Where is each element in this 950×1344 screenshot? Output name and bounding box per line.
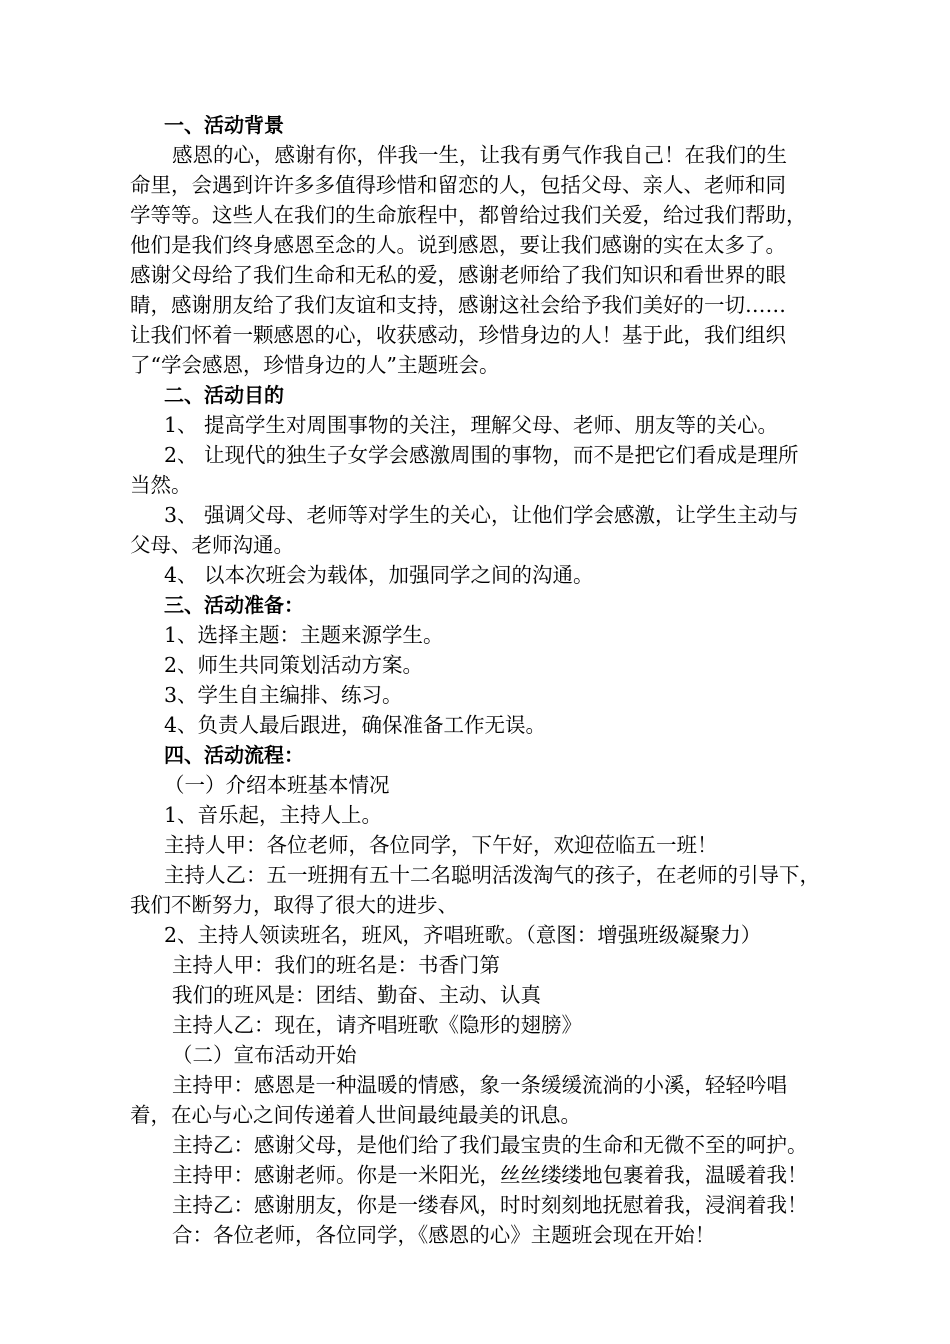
- list-item: 2、 让现代的独生子女学会感激周围的事物，而不是把它们看成是理所: [164, 443, 799, 467]
- paragraph-line: 主持乙：感谢父母，是他们给了我们最宝贵的生命和无微不至的呵护。: [172, 1133, 808, 1157]
- paragraph-line: 2、主持人领读班名，班风，齐唱班歌。（意图：增强班级凝聚力）: [164, 923, 762, 947]
- paragraph-line: 主持甲：感谢老师。你是一米阳光，丝丝缕缕地包裹着我，温暖着我！: [172, 1163, 808, 1187]
- paragraph-line: 主持人乙：现在，请齐唱班歌《隐形的翅膀》: [172, 1013, 582, 1037]
- section-heading-preparation: 三、活动准备：: [164, 593, 304, 617]
- paragraph-line: 主持人甲：各位老师，各位同学，下午好，欢迎莅临五一班！: [164, 833, 718, 857]
- list-item: 3、 强调父母、老师等对学生的关心，让他们学会感激，让学生主动与: [164, 503, 799, 527]
- paragraph-line: 感恩的心，感谢有你，伴我一生，让我有勇气作我自己！在我们的生: [172, 143, 787, 167]
- list-item-continuation: 当然。: [130, 473, 192, 497]
- list-item: 1、选择主题：主题来源学生。: [164, 623, 444, 647]
- list-item: 1、 提高学生对周围事物的关注，理解父母、老师、朋友等的关心。: [164, 413, 779, 437]
- paragraph-line: 主持甲：感恩是一种温暖的情感，象一条缓缓流淌的小溪，轻轻吟唱: [172, 1073, 787, 1097]
- paragraph-line: 我们不断努力，取得了很大的进步、: [130, 893, 458, 917]
- paragraph-line: 主持乙：感谢朋友，你是一缕春风，时时刻刻地抚慰着我，浸润着我！: [172, 1193, 808, 1217]
- list-item: 2、师生共同策划活动方案。: [164, 653, 424, 677]
- subsection-heading: （二）宣布活动开始: [172, 1043, 357, 1067]
- paragraph-line: 他们是我们终身感恩至念的人。说到感恩，要让我们感谢的实在太多了。: [130, 233, 786, 257]
- subsection-heading: （一）介绍本班基本情况: [164, 773, 390, 797]
- paragraph-line: 感谢父母给了我们生命和无私的爱，感谢老师给了我们知识和看世界的眼: [130, 263, 786, 287]
- paragraph-line: 我们的班风是：团结、勤奋、主动、认真: [172, 983, 541, 1007]
- section-heading-purpose: 二、活动目的: [164, 383, 284, 407]
- paragraph-line: 睛，感谢朋友给了我们友谊和支持，感谢这社会给予我们美好的一切……: [130, 293, 786, 317]
- paragraph-line: 命里，会遇到许许多多值得珍惜和留恋的人，包括父母、亲人、老师和同: [130, 173, 786, 197]
- paragraph-line: 让我们怀着一颗感恩的心，收获感动，珍惜身边的人！基于此，我们组织: [130, 323, 786, 347]
- paragraph-line: 着，在心与心之间传递着人世间最纯最美的讯息。: [130, 1103, 581, 1127]
- paragraph-line: 了“学会感恩，珍惜身边的人”主题班会。: [130, 353, 500, 377]
- list-item-continuation: 父母、老师沟通。: [130, 533, 294, 557]
- list-item: 3、学生自主编排、练习。: [164, 683, 403, 707]
- list-item: 4、 以本次班会为载体，加强同学之间的沟通。: [164, 563, 594, 587]
- paragraph-line: 主持人乙：五一班拥有五十二名聪明活泼淘气的孩子，在老师的引导下，: [164, 863, 820, 887]
- list-item: 4、负责人最后跟进，确保准备工作无误。: [164, 713, 547, 737]
- paragraph-line: 合：各位老师，各位同学，《感恩的心》主题班会现在开始！: [172, 1223, 716, 1247]
- section-heading-process: 四、活动流程：: [164, 743, 304, 767]
- paragraph-line: 主持人甲：我们的班名是：书香门第: [172, 953, 500, 977]
- paragraph-line: 1、音乐起，主持人上。: [164, 803, 383, 827]
- section-heading-background: 一、活动背景: [164, 113, 284, 137]
- paragraph-line: 学等等。这些人在我们的生命旅程中，都曾给过我们关爱，给过我们帮助，: [130, 203, 807, 227]
